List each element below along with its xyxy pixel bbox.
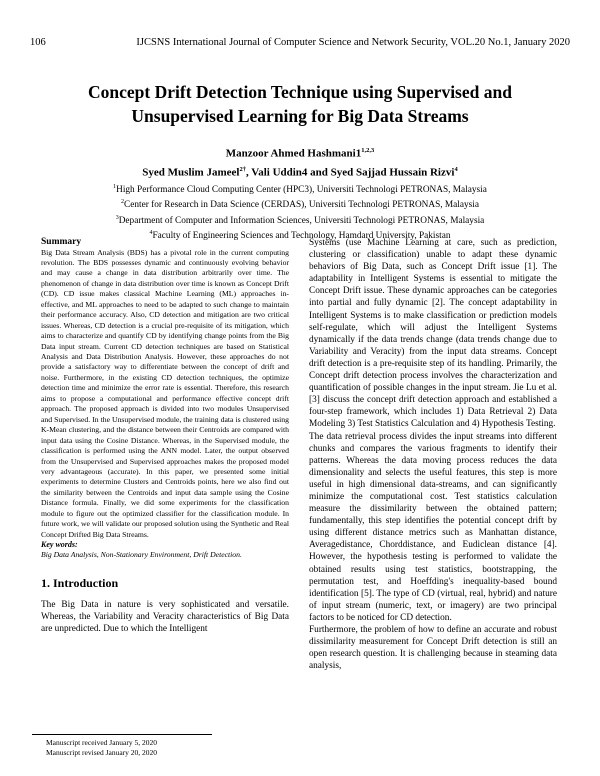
right-paragraph-2: The data retrieval process divides the input streams into different chunks and compares the various fragments to identify their patterns. Whereas the data moving process reduces the data dimensionality and selects the useful features, this step is more useful in high dimensional data-streams, and can significantly minimize the computational cost. Test statistics calculation measure the dissimilarity between the obtained pattern; fundamentally, this step identifies the potential concept drift by using different distance metrics such as Manhattan distance, Averagedistance, Chorddistance, and Eudiclean distance [4]. However, the hypothesis testing is performed to validate the obtained results using test statistics, bootstrapping, the permutation test, and Hoeffding's inequality-based bound identification [5]. The type of CD (virtual, real, hybrid) and nature of input stream (numeric, text, or imagery) are two principal factors to be noticed for CD detection. [309,431,557,623]
left-column [41,237,289,635]
title-line-1: Concept Drift Detection Technique using Supervised and [88,82,512,102]
affiliation-4-text: Faculty of Engineering Sciences and Technology, Hamdard University, Pakistan [152,230,451,241]
author-1: Manzoor Ahmed Hashmani1 [225,147,362,160]
affiliation-1 [40,181,560,196]
introduction-text: The Big Data in nature is very sophisticated and versatile. Whereas, the Variability and Veracity characteristics of Big Data are unpredicted. Due to which the Intelligent [41,599,289,634]
introduction-heading: 1. Introduction [41,575,119,590]
summary-heading: Summary [41,237,82,247]
author-line-1 [40,143,560,162]
manuscript-received: Manuscript received January 5, 2020 [46,738,158,747]
paper-title [40,80,560,128]
affiliation-1-sup: 1 [113,184,117,190]
footnotes [46,738,157,758]
manuscript-revised: Manuscript revised January 20, 2020 [46,748,158,757]
keywords-label: Key words: [41,540,78,550]
affiliation-2-sup: 2 [121,199,125,206]
footnote-divider [32,734,212,735]
page-number: 106 [30,37,46,48]
affiliation-3-text: Department of Computer and Information Sciences, Universiti Technologi PETRONAS, Malaysia [118,215,485,226]
author-2: Syed Muslim Jameel [142,166,240,179]
affiliation-2-text: Center for Research in Data Science (CERDAS), Universiti Technologi PETRONAS, Malaysia [124,200,479,211]
right-paragraph-3: Furthermore, the problem of how to define an accurate and robust dissimilarity measurement for Concept Drift detection is still an open research question. It is challenging because in steaming data analysis, [309,625,557,672]
author-1-affil: 1,2,3 [361,147,375,154]
summary-text: Big Data Stream Analysis (BDS) has a pivotal role in the current computing revolution. The BDS possesses dynamic and continuously evolving behavior and may cause a change in data distribution arbitrarily over time. The phenomenon of change in data distribution over time is known as Concept Drift (CD). CD issue makes classical Machine Learning (ML) approaches in-effective, and ML approaches to need to be adapted to such change to maintain their performance accuracy. Also, CD detection and mitigation are two critical issues. Whereas, CD detection is a crucial pre-requisite of its mitigation, which aims to characterize and quantify CD by identifying change points from the Big Data input stream. Current CD detection techniques are based on Statistical Analysis and Data Distribution Analysis. However, these approaches do not provide a satisfactory way to differentiate between the concept of drift and noise. Furthermore, in the existing CD detection techniques, the optimize detection time and minimize the error rate is essential. Therefore, this research aims to propose a computational and performance effective concept drift approach. The proposed approach is divided into two modules Unsupervised and Supervised. In the Unsupervised module, the training data is clustered using K-Mean clustering, and the distance between their Centroids are compared with input data using the Cosine Distance. Whereas, in the Supervised module, the classification is performed using the ANN model. Later, the output observed from the Unsupervised and Supervised approaches makes the proposed model very advantageous (accurate). In this paper, we presented some initial experiments to determine Clusters and Centroids points, here we also find out the similarity between the Centroids and input data sample using the Cosine Distance formula. Finally, we did some experiments for the classification module to figure out the optimized classifier for the classification module. In future work, we will validate our proposed solution using the Synthetic and Real Concept Drifted Big Data Streams. [41,247,289,539]
affiliation-1-text: High Performance Cloud Computing Center (HPC3), Universiti Technologi PETRONAS, Malaysia [116,185,487,196]
affiliation-2 [40,196,560,211]
affiliation-4-sup: 4 [149,229,153,236]
journal-header: IJCSNS International Journal of Computer Science and Network Security, VOL.20 No.1, January 2020 [136,37,570,48]
authors [40,143,560,180]
author-4-affil: 4 [454,165,458,173]
affiliation-3 [40,212,560,227]
affiliations [40,181,560,242]
author-3-4: , Vali Uddin4 and Syed Sajjad Hussain Rizvi [245,166,455,179]
right-column [309,237,557,672]
author-2-affil: 2† [239,165,246,173]
affiliation-3-sup: 3 [115,214,119,221]
keywords-text: Big Data Analysis, Non-Stationary Environment, Drift Detection. [41,550,242,560]
author-line-2 [40,162,560,181]
right-paragraph-1: Systems (use Machine Learning at care, such as prediction, clustering or classification) unable to adapt these dynamic behaviors of Big Data, such as Concept Drift issue [1]. The adaptability in Intelligent Systems is essential to mitigate the Concept Drift issue. These dynamic approaches can be categories into partial and fully dynamic [2]. The concept adaptability in Intelligent Systems is to make classification or prediction models self-regulate, which will adjust the Intelligent Systems dynamically if the data trends change (data trends change due to Variability and Veracity) from the input data streams. Concept drift detection is a pre-requisite step of its handling. Primarily, the Concept drift detection process involves the characterization and quantification of possible changes in the input stream. Jie Lu et al. [3] discuss the concept drift detection approach and established a four-step framework, which includes 1) Data Retrieval 2) Data Modeling 3) Test Statistics Calculation and 4) Hypothesis Testing. [309,238,557,430]
title-line-2: Unsupervised Learning for Big Data Streams [131,106,469,126]
